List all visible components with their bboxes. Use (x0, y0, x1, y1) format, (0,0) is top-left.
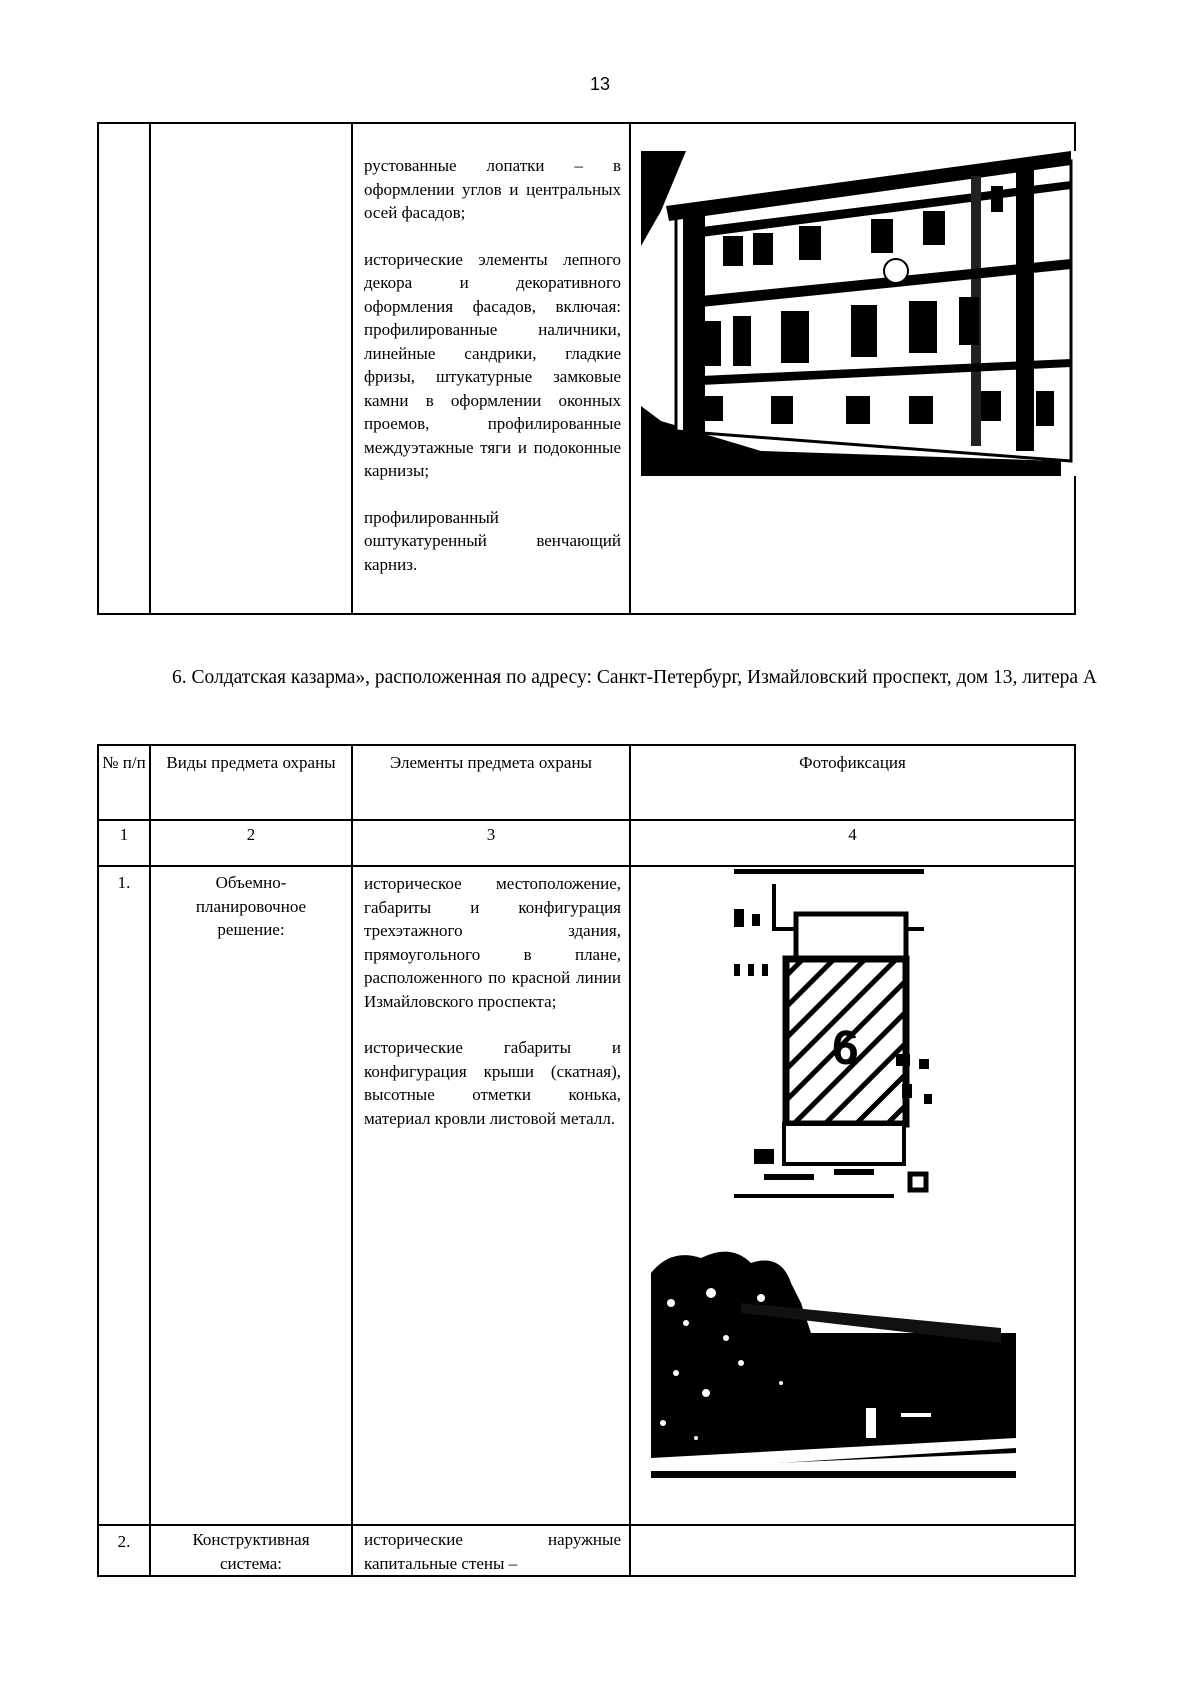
paragraph: исторические элементы лепного декора и декоративного оформления фасадов, включая: профилированные наличники, линейные сандрики, гладкие фризы, штукатурные замковые камни в оформлении оконных проемов, профилированные междуэтажные тяги и подоконные карнизы; (364, 249, 621, 480)
column-number: 1 (98, 820, 150, 866)
paragraph: исторические наружные капитальные стены – (364, 1530, 621, 1573)
row-number: 2. (98, 1525, 150, 1576)
site-plan-image (734, 869, 954, 1214)
header-kind: Виды предмета охраны (150, 745, 352, 820)
paragraph: рустованные лопатки – в оформлении углов и центральных осей фасадов; (364, 156, 621, 222)
elements-cell (352, 123, 630, 614)
header-elements: Элементы предмета охраны (352, 745, 630, 820)
row-photos (630, 866, 1075, 1525)
facade-photo (641, 151, 1081, 476)
header-num: № п/п (98, 745, 150, 820)
header-photo: Фотофиксация (630, 745, 1075, 820)
column-number: 3 (352, 820, 630, 866)
plan-label: 6 (832, 1022, 859, 1075)
paragraph: исторические габариты и конфигурация крыши (скатная), высотные отметки конька, материал кровли листовой металл. (364, 1038, 621, 1128)
column-number: 4 (630, 820, 1075, 866)
table-row (98, 1525, 1075, 1576)
empty-num-cell (98, 123, 150, 614)
row-number: 1. (98, 866, 150, 1525)
page-number: 13 (589, 74, 611, 94)
continuation-table (97, 122, 1076, 615)
row-elements (352, 1525, 630, 1576)
street-photo (651, 1243, 1016, 1478)
table-row (98, 866, 1075, 1525)
column-number: 2 (150, 820, 352, 866)
row-photos (630, 1525, 1075, 1576)
row-elements (352, 866, 630, 1525)
paragraph: историческое местоположение, габариты и конфигурация трехэтажного здания, прямоугольного в плане, расположенного по красной линии Измайловского проспекта; (364, 874, 621, 1011)
protection-table (97, 744, 1076, 1577)
row-kind: Объемно-планировочное решение: (150, 866, 352, 1525)
paragraph: профилированный оштукатуренный венчающий карниз. (364, 507, 621, 574)
row-kind: Конструктивная система: (150, 1525, 352, 1576)
section-heading: 6. Солдатская казарма», расположенная по адресу: Санкт-Петербург, Измайловский проспект, дом 13, литера А (172, 667, 1097, 688)
photo-cell (630, 123, 1075, 614)
empty-kind-cell (150, 123, 352, 614)
